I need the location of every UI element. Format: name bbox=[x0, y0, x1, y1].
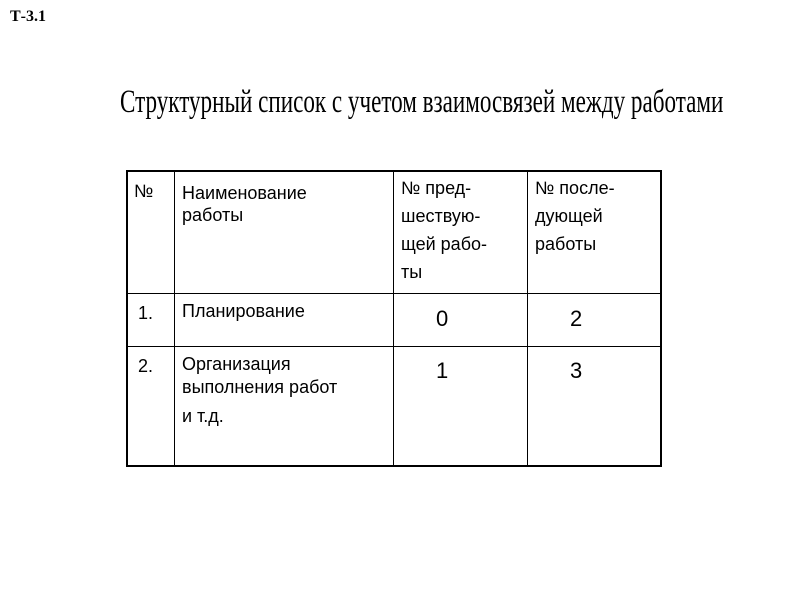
row-2-successor: 3 bbox=[570, 357, 583, 383]
header-name-line-2: работы bbox=[182, 205, 244, 225]
row-1-name-cell bbox=[175, 293, 394, 346]
table-row bbox=[127, 293, 661, 346]
row-1-number: 1. bbox=[138, 302, 154, 323]
header-cell-number bbox=[127, 171, 175, 293]
row-1-predecessor-cell bbox=[394, 293, 528, 346]
row-2-name-line-3: и т.д. bbox=[182, 405, 224, 426]
row-2-successor-cell bbox=[528, 346, 662, 466]
page-title: Структурный список с учетом взаимосвязей между работами bbox=[120, 84, 724, 120]
header-cell-predecessor bbox=[394, 171, 528, 293]
row-2-name-line-1: Организация bbox=[182, 353, 291, 374]
table-header-row bbox=[127, 171, 661, 293]
row-2-predecessor: 1 bbox=[436, 357, 449, 383]
row-1-predecessor: 0 bbox=[436, 305, 449, 331]
row-2-number: 2. bbox=[138, 355, 154, 376]
header-predecessor-line-2: шествую- bbox=[401, 206, 481, 226]
row-1-successor-cell bbox=[528, 293, 662, 346]
work-structure-table bbox=[126, 170, 662, 467]
row-2-name-line-2: выполнения работ bbox=[182, 376, 338, 397]
row-2-name-cell bbox=[175, 346, 394, 466]
header-successor-line-3: работы bbox=[535, 234, 597, 254]
header-cell-name bbox=[175, 171, 394, 293]
header-predecessor-line-4: ты bbox=[401, 262, 423, 282]
header-name-line-1: Наименование bbox=[182, 183, 307, 203]
header-cell-successor bbox=[528, 171, 662, 293]
row-1-successor: 2 bbox=[570, 305, 583, 331]
row-2-predecessor-cell bbox=[394, 346, 528, 466]
slide-code: Т-3.1 bbox=[10, 8, 46, 25]
table-row bbox=[127, 346, 661, 466]
header-predecessor-line-3: щей рабо- bbox=[401, 234, 488, 254]
header-successor-line-1: № после- bbox=[535, 178, 615, 198]
row-2-number-cell bbox=[127, 346, 175, 466]
header-predecessor-line-1: № пред- bbox=[401, 178, 472, 198]
row-1-number-cell bbox=[127, 293, 175, 346]
row-1-name: Планирование bbox=[182, 300, 305, 321]
header-successor-line-2: дующей bbox=[535, 206, 603, 226]
header-number-label: № bbox=[134, 181, 154, 201]
